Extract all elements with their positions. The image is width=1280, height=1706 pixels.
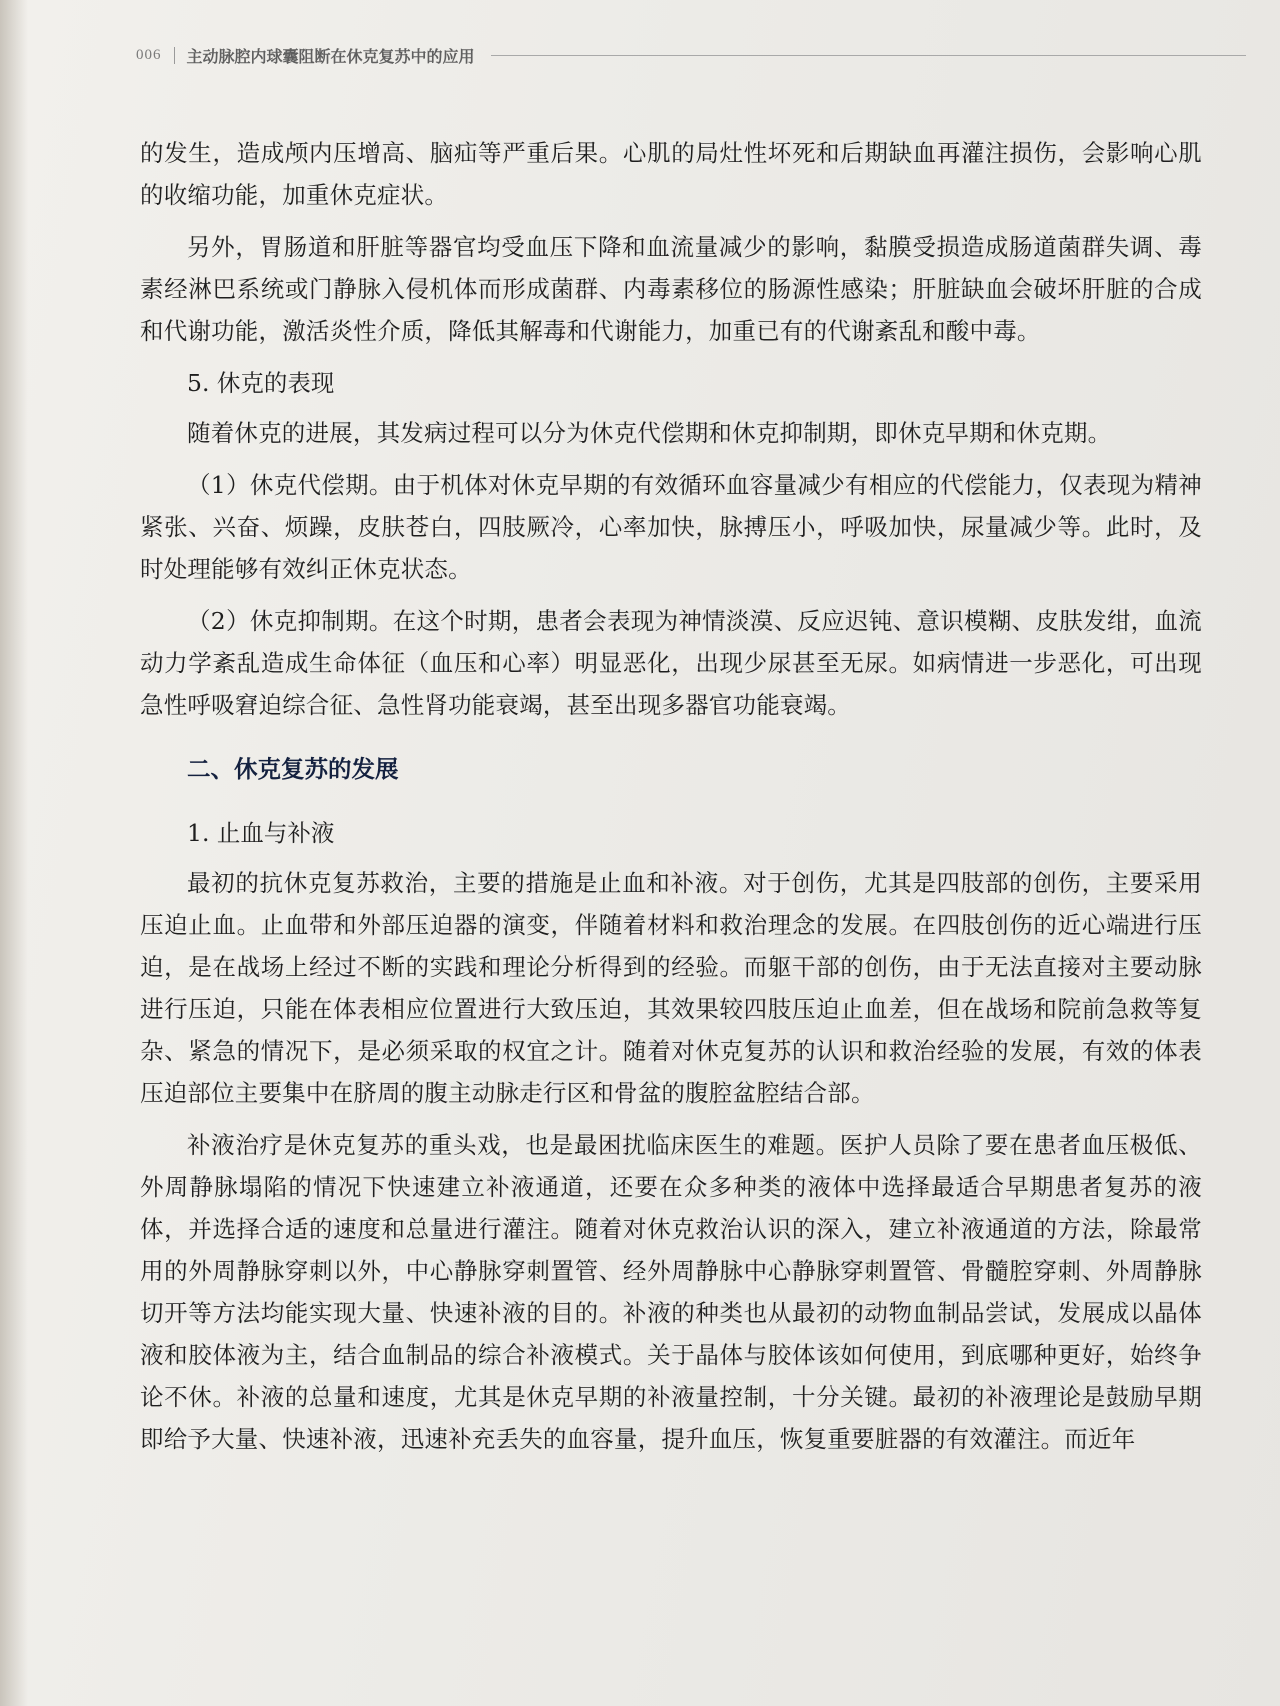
book-title: 主动脉腔内球囊阻断在休克复苏中的应用: [186, 46, 475, 66]
page-body: [140, 132, 1202, 1470]
subheading-shock-manifestations: 5. 休克的表现: [187, 369, 335, 397]
paragraph-gut-liver: 另外，胃肠道和肝脏等器官均受血压下降和血流量减少的影响，黏膜受损造成肠道菌群失调、毒素经淋巴系统或门静脉入侵机体而形成菌群、内毒素移位的肠源性感染；肝脏缺血会破坏肝脏的合成和代谢功能，激活炎性介质，降低其解毒和代谢能力，加重已有的代谢紊乱和酸中毒。: [140, 233, 1202, 345]
paragraph-shock-stages: 随着休克的进展，其发病过程可以分为休克代偿期和休克抑制期，即休克早期和休克期。: [187, 419, 1112, 447]
subheading-hemostasis-fluids: 1. 止血与补液: [187, 819, 335, 847]
paragraph-hemostasis: 最初的抗休克复苏救治，主要的措施是止血和补液。对于创伤，尤其是四肢部的创伤，主要采用压迫止血。止血带和外部压迫器的演变，伴随着材料和救治理念的发展。在四肢创伤的近心端进行压迫，是在战场上经过不断的实践和理论分析得到的经验。而躯干部的创伤，由于无法直接对主要动脉进行压迫，只能在体表相应位置进行大致压迫，其效果较四肢压迫止血差，但在战场和院前急救等复杂、紧急的情况下，是必须采取的权宜之计。随着对休克复苏的认识和救治经验的发展，有效的体表压迫部位主要集中在脐周的腹主动脉走行区和骨盆的腹腔盆腔结合部。: [140, 869, 1202, 1107]
paragraph-compensated-stage: （1）休克代偿期。由于机体对休克早期的有效循环血容量减少有相应的代偿能力，仅表现为精神紧张、兴奋、烦躁，皮肤苍白，四肢厥冷，心率加快，脉搏压小，呼吸加快，尿量减少等。此时，及时处理能够有效纠正休克状态。: [140, 471, 1202, 583]
paragraph-fluid-therapy: 补液治疗是休克复苏的重头戏，也是最困扰临床医生的难题。医护人员除了要在患者血压极低、外周静脉塌陷的情况下快速建立补液通道，还要在众多种类的液体中选择最适合早期患者复苏的液体，并选择合适的速度和总量进行灌注。随着对休克救治认识的深入，建立补液通道的方法，除最常用的外周静脉穿刺以外，中心静脉穿刺置管、经外周静脉中心静脉穿刺置管、骨髓腔穿刺、外周静脉切开等方法均能实现大量、快速补液的目的。补液的种类也从最初的动物血制品尝试，发展成以晶体液和胶体液为主，结合血制品的综合补液模式。关于晶体与胶体该如何使用，到底哪种更好，始终争论不休。补液的总量和速度，尤其是休克早期的补液量控制，十分关键。最初的补液理论是鼓励早期即给予大量、快速补液，迅速补充丢失的血容量，提升血压，恢复重要脏器的有效灌注。而近年: [140, 1131, 1202, 1453]
page-number: 006: [136, 47, 175, 64]
page-gutter-shadow: [0, 0, 28, 1706]
section-heading-resuscitation: 二、休克复苏的发展: [187, 755, 399, 783]
paragraph-inhibited-stage: （2）休克抑制期。在这个时期，患者会表现为神情淡漠、反应迟钝、意识模糊、皮肤发绀，血流动力学紊乱造成生命体征（血压和心率）明显恶化，出现少尿甚至无尿。如病情进一步恶化，可出现急性呼吸窘迫综合征、急性肾功能衰竭，甚至出现多器官功能衰竭。: [140, 607, 1202, 719]
header-rule: [491, 55, 1246, 56]
paragraph-continued: 的发生，造成颅内压增高、脑疝等严重后果。心肌的局灶性坏死和后期缺血再灌注损伤，会影响心肌的收缩功能，加重休克症状。: [140, 139, 1202, 209]
running-head: [136, 40, 1246, 70]
